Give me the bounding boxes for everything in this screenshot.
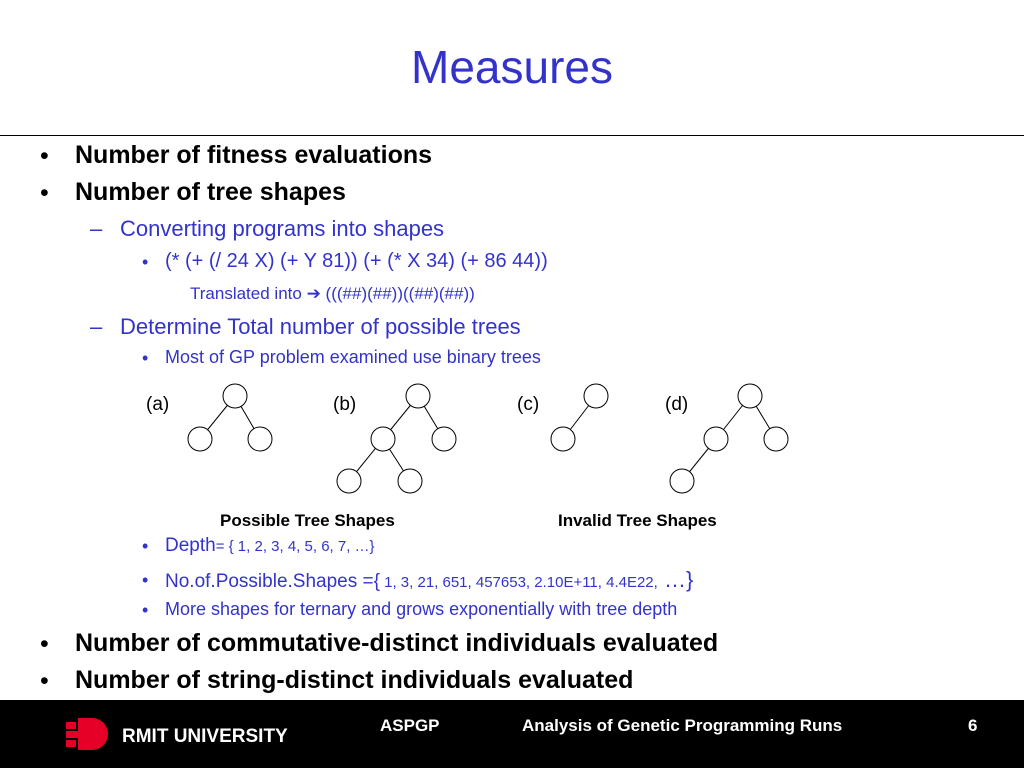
tree-d (670, 384, 788, 493)
bullet-marker: • (40, 179, 49, 207)
dash-marker: – (90, 314, 103, 339)
bullet-string-distinct: Number of string-distinct individuals evaluated (75, 666, 634, 694)
university-name: RMIT UNIVERSITY (122, 726, 288, 747)
slide-title: Measures (411, 41, 613, 93)
caption-possible-shapes: Possible Tree Shapes (220, 511, 395, 530)
shapes-end: …} (657, 567, 694, 592)
translated-prefix: Translated into (190, 284, 302, 303)
tree-a (188, 384, 272, 451)
depth-label: Depth (165, 535, 216, 556)
footer-bar (0, 700, 1024, 768)
bullet-marker: • (142, 348, 149, 368)
bullet-marker: • (142, 252, 149, 272)
tree-node (432, 427, 456, 451)
depth-values: = { 1, 2, 3, 4, 5, 6, 7, …} (215, 538, 375, 555)
more-shapes-note: More shapes for ternary and grows exponentially with tree depth (165, 599, 678, 619)
title-divider (0, 135, 1024, 136)
tree-label-d: (d) (665, 394, 689, 415)
binary-trees-note: Most of GP problem examined use binary trees (165, 347, 541, 367)
tree-node (584, 384, 608, 408)
presentation-subject: Analysis of Genetic Programming Runs (522, 716, 843, 735)
arrow-right-icon: ➔ (306, 284, 321, 303)
translated-line (190, 284, 475, 304)
program-expression: (* (+ (/ 24 X) (+ Y 81)) (+ (* X 34) (+ 86 44)) (165, 250, 548, 272)
rmit-logo-icon (66, 714, 110, 754)
tree-label-c: (c) (517, 394, 540, 415)
bullet-fitness-evaluations: Number of fitness evaluations (75, 141, 433, 169)
page-number: 6 (968, 716, 978, 735)
tree-node (406, 384, 430, 408)
dash-marker: – (90, 216, 103, 241)
bullet-marker: • (142, 536, 149, 556)
sub-determine-total: Determine Total number of possible trees (120, 314, 521, 339)
tree-node (337, 469, 361, 493)
shapes-label: No.of.Possible.Shapes ={ (165, 571, 380, 592)
tree-node (764, 427, 788, 451)
shapes-values: 1, 3, 21, 651, 457653, 2.10E+11, 4.4E22, (379, 574, 658, 591)
tree-c (551, 384, 608, 451)
tree-node (371, 427, 395, 451)
caption-invalid-shapes: Invalid Tree Shapes (558, 511, 717, 530)
course-code: ASPGP (380, 716, 440, 735)
bullet-marker: • (40, 667, 49, 695)
depth-line (165, 535, 375, 557)
tree-node (248, 427, 272, 451)
tree-node (188, 427, 212, 451)
tree-node (398, 469, 422, 493)
bullet-marker: • (40, 142, 49, 170)
bullet-marker: • (142, 570, 149, 590)
bullet-commutative-distinct: Number of commutative-distinct individuals evaluated (75, 629, 719, 657)
bullet-tree-shapes: Number of tree shapes (75, 178, 346, 206)
tree-node (670, 469, 694, 493)
tree-b (337, 384, 456, 493)
bullet-marker: • (142, 600, 149, 620)
tree-node (738, 384, 762, 408)
tree-label-b: (b) (333, 394, 357, 415)
translated-shape-string: (((##)(##))((##)(##)) (325, 284, 475, 303)
possible-shapes-line (165, 567, 693, 593)
sub-converting-programs: Converting programs into shapes (120, 216, 445, 241)
tree-node (551, 427, 575, 451)
tree-node (704, 427, 728, 451)
tree-node (223, 384, 247, 408)
tree-label-a: (a) (146, 394, 170, 415)
tree-shapes-diagram (0, 370, 1024, 505)
bullet-marker: • (40, 630, 49, 658)
